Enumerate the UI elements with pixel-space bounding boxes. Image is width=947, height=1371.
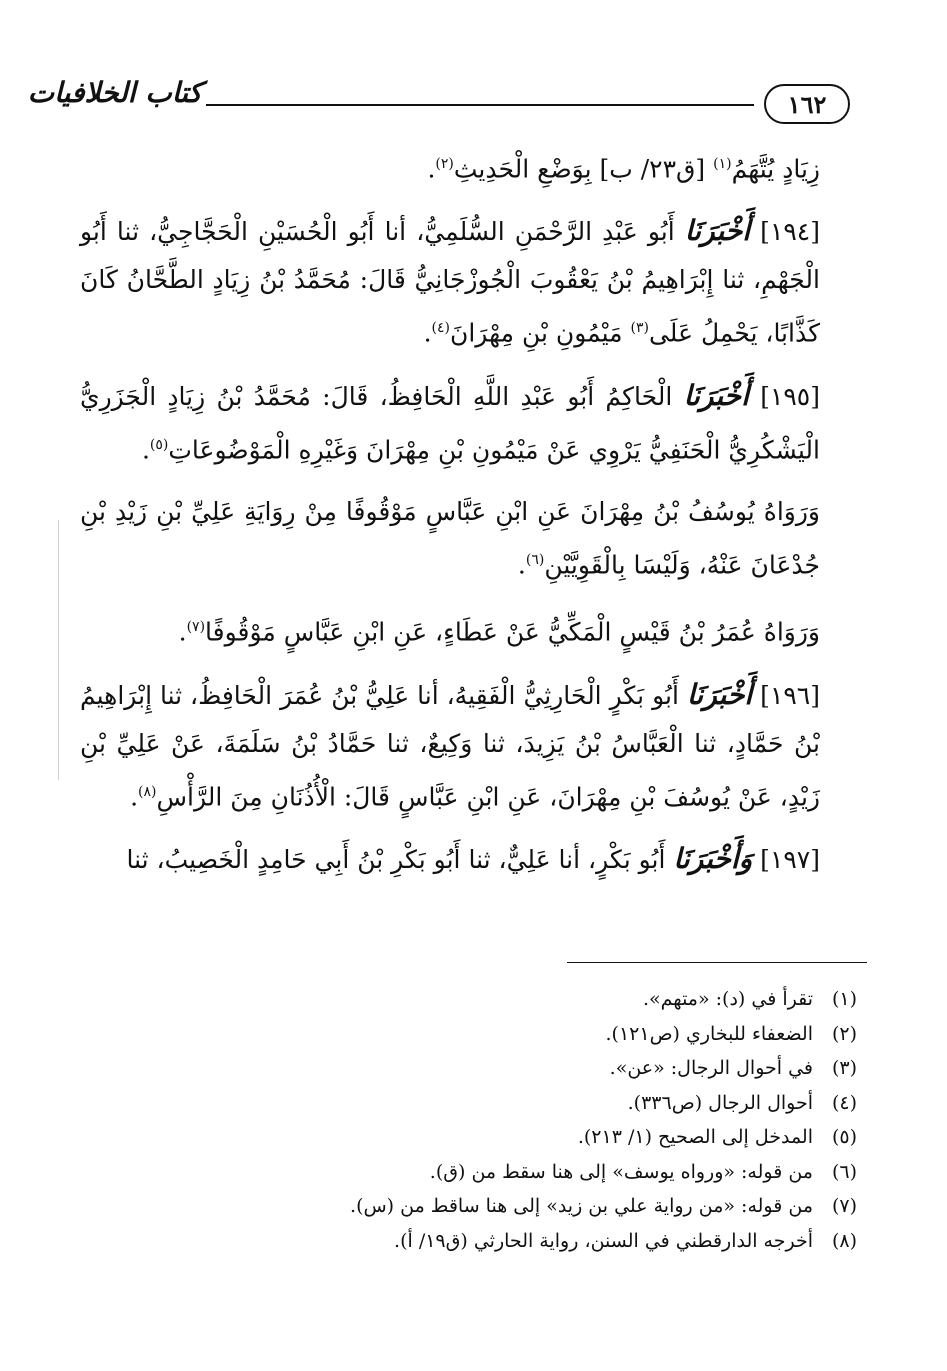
footnote-number: (٨) <box>831 1229 857 1252</box>
footnote-text: من قوله: «ورواه يوسف» إلى هنا سقط من (ق). <box>429 1160 813 1183</box>
header-rule <box>206 104 754 106</box>
margin-line <box>58 520 59 780</box>
footnote-number: (٥) <box>831 1126 857 1148</box>
footnote-ref: (٤) <box>431 320 450 337</box>
footnote-item <box>117 1017 857 1052</box>
narration-keyword: أَخْبَرَنَا <box>686 677 753 711</box>
footnote-number: (٢) <box>831 1022 857 1045</box>
hadith-number: [١٩٦] <box>760 680 820 710</box>
footnote-text: في أحوال الرجال: «عن». <box>609 1057 813 1079</box>
paragraph-text: الْحَاكِمُ أَبُو عَبْدِ اللَّهِ الْحَافِظُ، قَالَ: مُحَمَّدُ بْنُ زِيَادٍ الْجَزَرِيُّ الْيَشْكُرِيُّ الْحَنَفِيُّ يَرْوِي عَنْ مَيْمُونِ بْنِ مِهْرَانَ وَغَيْرِهِ الْمَوْضُوعَاتِ <box>80 381 820 464</box>
footnote-number: (٧) <box>831 1195 857 1217</box>
paragraph-text: . <box>423 318 432 348</box>
hadith-195 <box>80 372 820 474</box>
paragraph-text: زِيَادٍ يُتَّهَمُ <box>731 154 820 184</box>
paragraph-riwaya-1 <box>80 488 820 589</box>
paragraph-text: مَيْمُونِ بْنِ مِهْرَانَ <box>449 318 631 348</box>
paragraph-text: أَبُو بَكْرٍ، أنا عَلِيٌّ، ثنا أَبُو بَكْرِ بْنُ أَبِي حَامِدٍ الْخَصِيبُ، ثنا <box>126 844 674 874</box>
narration-keyword: أَخْبَرَنَا <box>684 214 751 248</box>
hadith-194 <box>80 207 820 357</box>
footnote-number: (٣) <box>831 1057 857 1079</box>
paragraph-text: [ق٢٣/ ب] بِوَضْعِ الْحَدِيثِ <box>453 154 714 184</box>
paragraph-text: أَبُو عَبْدِ الرَّحْمَنِ السُّلَمِيُّ، أنا أَبُو الْحُسَيْنِ الْحَجَّاجِيُّ، ثنا أَبُو الْجَهْمِ، ثنا إِبْرَاهِيمُ بْنُ يَعْقُوبَ الْجُوزْجَانِيُّ قَالَ: مُحَمَّدُ بْنُ زِيَادٍ الطَّحَّانُ كَانَ كَذَّابًا، يَحْمِلُ عَلَى <box>80 217 820 348</box>
paragraph-text: . <box>130 781 139 811</box>
footnote-item <box>117 982 857 1017</box>
footnote-text: تقرأ في (د): «متهم». <box>643 988 813 1010</box>
book-title: كتاب الخلافيات <box>27 76 202 109</box>
footnote-text: من قوله: «من رواية علي بن زيد» إلى هنا ساقط من (س). <box>350 1195 813 1217</box>
footnote-ref: (٣) <box>630 320 649 337</box>
footnotes-list <box>117 982 857 1258</box>
footnote-item <box>117 1086 857 1121</box>
paragraph-text: . <box>517 550 526 580</box>
footnote-ref: (١) <box>713 156 732 172</box>
footnote-number: (٦) <box>831 1160 857 1183</box>
paragraph-text: . <box>141 434 150 464</box>
footnote-item <box>117 1189 857 1224</box>
hadith-number: [١٩٧] <box>760 844 820 874</box>
footnote-text: الضعفاء للبخاري (ص١٢١). <box>605 1022 813 1045</box>
footnote-item <box>117 1120 857 1155</box>
main-text <box>80 140 820 884</box>
footnote-ref: (٦) <box>525 551 545 568</box>
footnote-item <box>117 1224 857 1259</box>
narration-keyword: وَأَخْبَرَنَا <box>673 841 753 875</box>
footnote-text: أخرجه الدارقطني في السنن، رواية الحارثي (ق١٩/ أ). <box>394 1229 813 1252</box>
paragraph-text: . <box>427 154 436 184</box>
footnote-ref: (٢) <box>435 156 454 172</box>
paragraph-text: . <box>178 617 187 647</box>
footnote-item <box>117 1155 857 1190</box>
hadith-number: [١٩٥] <box>760 381 821 411</box>
page-header <box>27 72 850 132</box>
footnote-number: (١) <box>831 988 857 1010</box>
hadith-196 <box>80 671 820 821</box>
footnote-ref: (٥) <box>149 436 169 453</box>
hadith-number: [١٩٤] <box>760 217 820 247</box>
hadith-197 <box>80 835 820 884</box>
footnote-separator <box>567 962 867 963</box>
paragraph-riwaya-2 <box>80 603 820 656</box>
footnote-number: (٤) <box>831 1091 857 1114</box>
paragraph-text: وَرَوَاهُ عُمَرُ بْنُ قَيْسٍ الْمَكِّيُّ عَنْ عَطَاءٍ، عَنِ ابْنِ عَبَّاسٍ مَوْقُوفًا <box>205 617 820 647</box>
paragraph-text: وَرَوَاهُ يُوسُفُ بْنُ مِهْرَانَ عَنِ ابْنِ عَبَّاسٍ مَوْقُوفًا مِنْ رِوَايَةِ عَلِيِّ بْنِ زَيْدِ بْنِ جُدْعَانَ عَنْهُ، وَلَيْسَا بِالْقَوِيَّيْنِ <box>80 496 820 580</box>
paragraph-continuation <box>80 140 820 193</box>
footnote-item <box>117 1051 857 1086</box>
footnote-ref: (٧) <box>186 619 206 636</box>
page-number: ١٦٢ <box>764 84 850 124</box>
footnote-text: أحوال الرجال (ص٣٣٦). <box>627 1091 813 1114</box>
footnote-text: المدخل إلى الصحيح (١/ ٢١٣). <box>577 1126 813 1148</box>
narration-keyword: أَخْبَرَنَا <box>683 378 749 412</box>
paragraph-text: أَبُو بَكْرٍ الْحَارِثِيُّ الْفَقِيهُ، أنا عَلِيُّ بْنُ عُمَرَ الْحَافِظُ، ثنا إِبْرَاهِيمُ بْنُ حَمَّادٍ، ثنا الْعَبَّاسُ بْنُ يَزِيدَ، ثنا وَكِيعٌ، ثنا حَمَّادُ بْنُ سَلَمَةَ، عَنْ عَلِيِّ بْنِ زَيْدٍ، عَنْ يُوسُفَ بْنِ مِهْرَانَ، عَنِ ابْنِ عَبَّاسٍ قَالَ: الْأُذُنَانِ مِنَ الرَّأْسِ <box>80 680 820 811</box>
footnote-ref: (٨) <box>138 783 157 800</box>
